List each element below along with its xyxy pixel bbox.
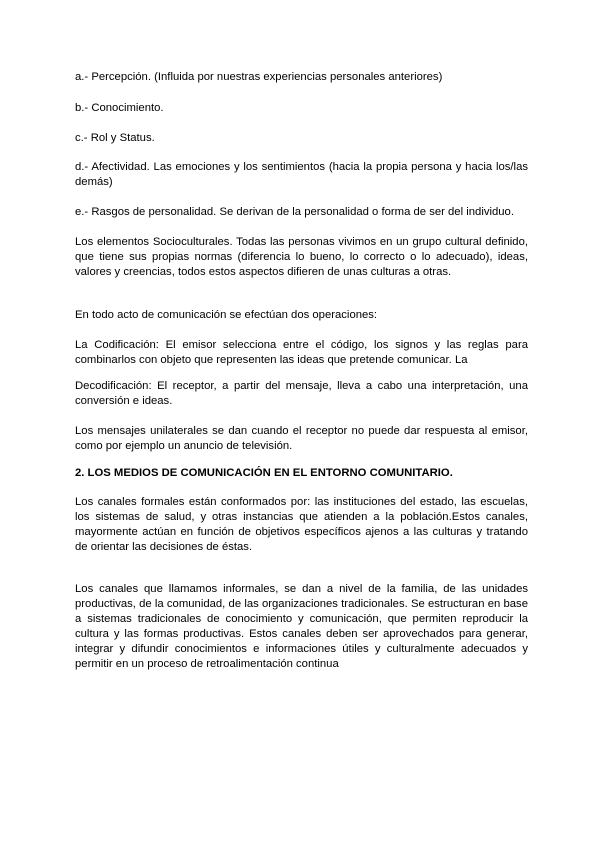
list-item-rasgos: e.- Rasgos de personalidad. Se derivan de la personalidad o forma de ser del individuo. <box>75 206 514 218</box>
list-item-rol-status: c.- Rol y Status. <box>75 132 155 144</box>
list-item-conocimiento: b.- Conocimiento. <box>75 102 164 114</box>
paragraph-canales-informales: Los canales que llamamos informales, se dan a nivel de la familia, de las unidades productivas, de la comunidad, de las organizaciones tradicionales. Se estructuran en base a sistemas tradicionales de conocimiento y comunicación, que permiten reproducir la cultura y las formas productivas. Estos canales deben ser aprovechados para generar, integrar y difundir conocimientos e informaciones útiles y culturalmente adecuados y permitir en un proceso de retroalimentación continua <box>75 583 528 670</box>
paragraph-operaciones: En todo acto de comunicación se efectúan dos operaciones: <box>75 309 378 321</box>
paragraph-canales-formales: Los canales formales están conformados por: las instituciones del estado, las escuelas, los sistemas de salud, y otras instancias que atienden a la población.Estos canales, mayormente actúan en función de objetivos específicos ajenos a las culturas y tratando de orientar las decisiones de éstas. <box>75 496 528 553</box>
paragraph-unilaterales: Los mensajes unilaterales se dan cuando el receptor no puede dar respuesta al emisor, como por ejemplo un anuncio de televisión. <box>75 425 528 452</box>
paragraph-decodificacion: Decodificación: El receptor, a partir del mensaje, lleva a cabo una interpretación, una conversión e ideas. <box>75 380 528 407</box>
paragraph-codificacion: La Codificación: El emisor selecciona entre el código, los signos y las reglas para combinarlos con objeto que representen las ideas que pretende comunicar. La <box>75 339 528 366</box>
section-heading: 2. LOS MEDIOS DE COMUNICACIÓN EN EL ENTORNO COMUNITARIO. <box>75 467 453 479</box>
list-item-afectividad: d.- Afectividad. Las emociones y los sentimientos (hacia la propia persona y hacia los/las demás) <box>75 161 528 188</box>
paragraph-socioculturales: Los elementos Socioculturales. Todas las personas vivimos en un grupo cultural definido, que tiene sus propias normas (diferencia lo bueno, lo correcto o lo adecuado), ideas, valores y creencias, todos estos aspectos difieren de unas culturas a otras. <box>75 236 528 278</box>
list-item-percepcion: a.- Percepción. (Influida por nuestras experiencias personales anteriores) <box>75 71 443 83</box>
